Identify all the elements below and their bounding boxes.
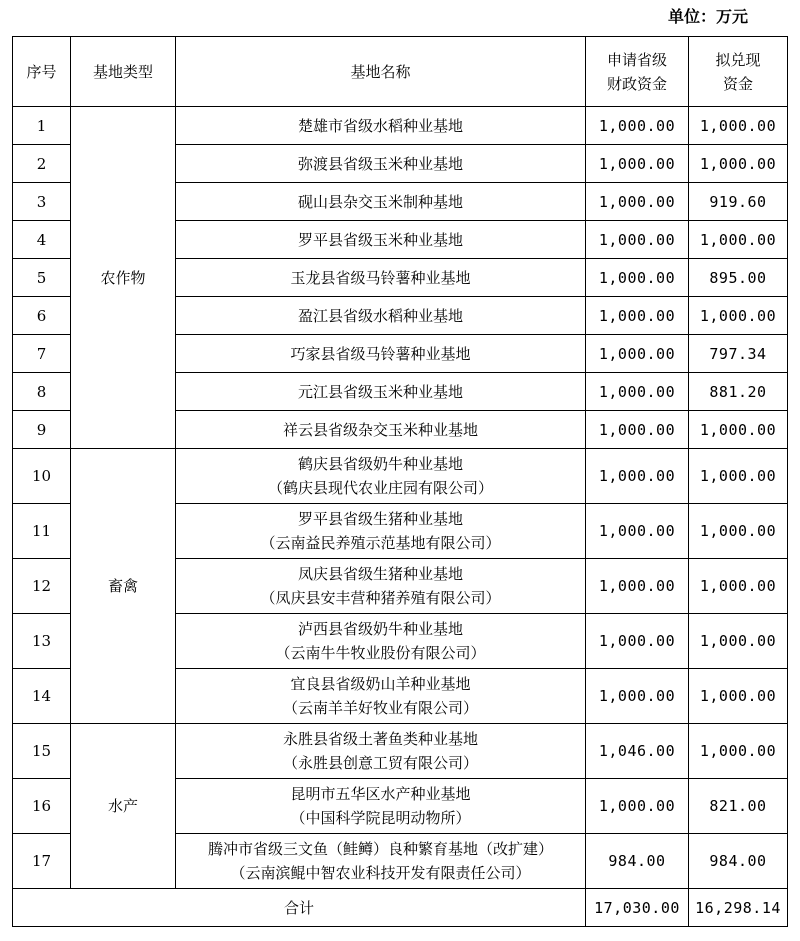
- row-applied: 1,000.00: [586, 259, 689, 297]
- row-applied: 1,000.00: [586, 779, 689, 834]
- total-label: 合计: [13, 889, 586, 927]
- row-proposed: 895.00: [689, 259, 788, 297]
- row-seq: 16: [13, 779, 71, 834]
- row-seq: 10: [13, 449, 71, 504]
- base-name: 楚雄市省级水稻种业基地: [297, 116, 463, 135]
- row-type: 水产: [71, 724, 176, 889]
- base-company: （凤庆县安丰营种猪养殖有限公司）: [260, 589, 501, 607]
- base-name: 砚山县杂交玉米制种基地: [297, 192, 463, 211]
- row-proposed: 1,000.00: [689, 614, 788, 669]
- row-applied: 984.00: [586, 834, 689, 889]
- row-proposed: 1,000.00: [689, 411, 788, 449]
- row-applied: 1,000.00: [586, 183, 689, 221]
- base-name: 腾冲市省级三文鱼（鲑鳟）良种繁育基地（改扩建）: [207, 840, 553, 858]
- row-seq: 3: [13, 183, 71, 221]
- row-seq: 14: [13, 669, 71, 724]
- row-proposed: 1,000.00: [689, 669, 788, 724]
- base-name: 宜良县省级奶山羊种业基地: [290, 675, 471, 693]
- row-proposed: 1,000.00: [689, 297, 788, 335]
- base-company: （鹤庆县现代农业庄园有限公司）: [267, 479, 493, 497]
- header-type: 基地类型: [71, 37, 176, 107]
- row-name-cell: [176, 834, 586, 889]
- base-company: （云南羊羊好牧业有限公司）: [282, 699, 478, 717]
- header-applied: [586, 37, 689, 107]
- table-row: [13, 724, 788, 779]
- table-row: [13, 107, 788, 145]
- row-name-cell: [176, 297, 586, 335]
- total-proposed: 16,298.14: [689, 889, 788, 927]
- row-name-cell: [176, 559, 586, 614]
- row-seq: 11: [13, 504, 71, 559]
- base-name: 罗平县省级生猪种业基地: [297, 510, 463, 528]
- base-name: 元江县省级玉米种业基地: [297, 382, 463, 401]
- row-seq: 8: [13, 373, 71, 411]
- table-row: [13, 449, 788, 504]
- header-proposed-line2: 资金: [722, 74, 753, 93]
- base-name: 罗平县省级玉米种业基地: [297, 230, 463, 249]
- base-name: 泸西县省级奶牛种业基地: [297, 620, 463, 638]
- row-applied: 1,000.00: [586, 411, 689, 449]
- row-type: 畜禽: [71, 449, 176, 724]
- row-seq: 5: [13, 259, 71, 297]
- row-applied: 1,000.00: [586, 504, 689, 559]
- row-applied: 1,000.00: [586, 107, 689, 145]
- header-proposed: [689, 37, 788, 107]
- base-name: 凤庆县省级生猪种业基地: [297, 565, 463, 583]
- unit-label: 单位：万元: [667, 7, 748, 26]
- row-seq: 4: [13, 221, 71, 259]
- row-applied: 1,000.00: [586, 373, 689, 411]
- row-proposed: 1,000.00: [689, 559, 788, 614]
- row-name-cell: [176, 669, 586, 724]
- row-seq: 15: [13, 724, 71, 779]
- total-applied: 17,030.00: [586, 889, 689, 927]
- row-name-cell: [176, 724, 586, 779]
- base-name: 玉龙县省级马铃薯种业基地: [290, 268, 471, 287]
- row-seq: 13: [13, 614, 71, 669]
- base-company: （云南滨鲲中智农业科技开发有限责任公司）: [230, 864, 531, 882]
- row-applied: 1,000.00: [586, 614, 689, 669]
- row-name-cell: [176, 259, 586, 297]
- header-applied-line2: 财政资金: [606, 74, 667, 93]
- row-proposed: 881.20: [689, 373, 788, 411]
- row-applied: 1,000.00: [586, 335, 689, 373]
- row-name-cell: [176, 183, 586, 221]
- base-company: （永胜县创意工贸有限公司）: [282, 754, 478, 772]
- row-seq: 12: [13, 559, 71, 614]
- row-proposed: 1,000.00: [689, 145, 788, 183]
- base-name: 昆明市五华区水产种业基地: [290, 785, 471, 803]
- base-name: 永胜县省级土著鱼类种业基地: [282, 730, 478, 748]
- row-name-cell: [176, 504, 586, 559]
- row-proposed: 919.60: [689, 183, 788, 221]
- row-applied: 1,046.00: [586, 724, 689, 779]
- header-applied-line1: 申请省级: [606, 50, 667, 69]
- row-applied: 1,000.00: [586, 297, 689, 335]
- row-seq: 17: [13, 834, 71, 889]
- row-proposed: 1,000.00: [689, 449, 788, 504]
- base-company: （云南牛牛牧业股份有限公司）: [275, 644, 486, 662]
- row-name-cell: [176, 221, 586, 259]
- base-name: 祥云县省级杂交玉米种业基地: [282, 420, 478, 439]
- row-name-cell: [176, 449, 586, 504]
- base-name: 巧家县省级马铃薯种业基地: [290, 344, 471, 363]
- base-company: （云南益民养殖示范基地有限公司）: [260, 534, 501, 552]
- row-applied: 1,000.00: [586, 145, 689, 183]
- row-applied: 1,000.00: [586, 559, 689, 614]
- row-applied: 1,000.00: [586, 669, 689, 724]
- row-type: 农作物: [71, 107, 176, 449]
- base-name: 鹤庆县省级奶牛种业基地: [297, 455, 463, 473]
- row-proposed: 821.00: [689, 779, 788, 834]
- table-body: [13, 107, 788, 889]
- header-proposed-line1: 拟兑现: [715, 50, 761, 69]
- row-seq: 1: [13, 107, 71, 145]
- header-seq: 序号: [13, 37, 71, 107]
- row-seq: 9: [13, 411, 71, 449]
- table-header-row: [13, 37, 788, 107]
- row-name-cell: [176, 373, 586, 411]
- row-proposed: 984.00: [689, 834, 788, 889]
- row-name-cell: [176, 779, 586, 834]
- row-name-cell: [176, 335, 586, 373]
- header-name: 基地名称: [176, 37, 586, 107]
- row-name-cell: [176, 145, 586, 183]
- funding-table: [12, 36, 788, 927]
- total-row: [13, 889, 788, 927]
- row-proposed: 1,000.00: [689, 107, 788, 145]
- base-name: 弥渡县省级玉米种业基地: [297, 154, 463, 173]
- row-seq: 2: [13, 145, 71, 183]
- row-applied: 1,000.00: [586, 221, 689, 259]
- row-proposed: 1,000.00: [689, 221, 788, 259]
- row-name-cell: [176, 614, 586, 669]
- row-name-cell: [176, 411, 586, 449]
- row-proposed: 1,000.00: [689, 504, 788, 559]
- base-name: 盈江县省级水稻种业基地: [297, 306, 463, 325]
- row-proposed: 1,000.00: [689, 724, 788, 779]
- base-company: （中国科学院昆明动物所）: [290, 809, 471, 827]
- row-proposed: 797.34: [689, 335, 788, 373]
- row-applied: 1,000.00: [586, 449, 689, 504]
- row-seq: 7: [13, 335, 71, 373]
- row-name-cell: [176, 107, 586, 145]
- row-seq: 6: [13, 297, 71, 335]
